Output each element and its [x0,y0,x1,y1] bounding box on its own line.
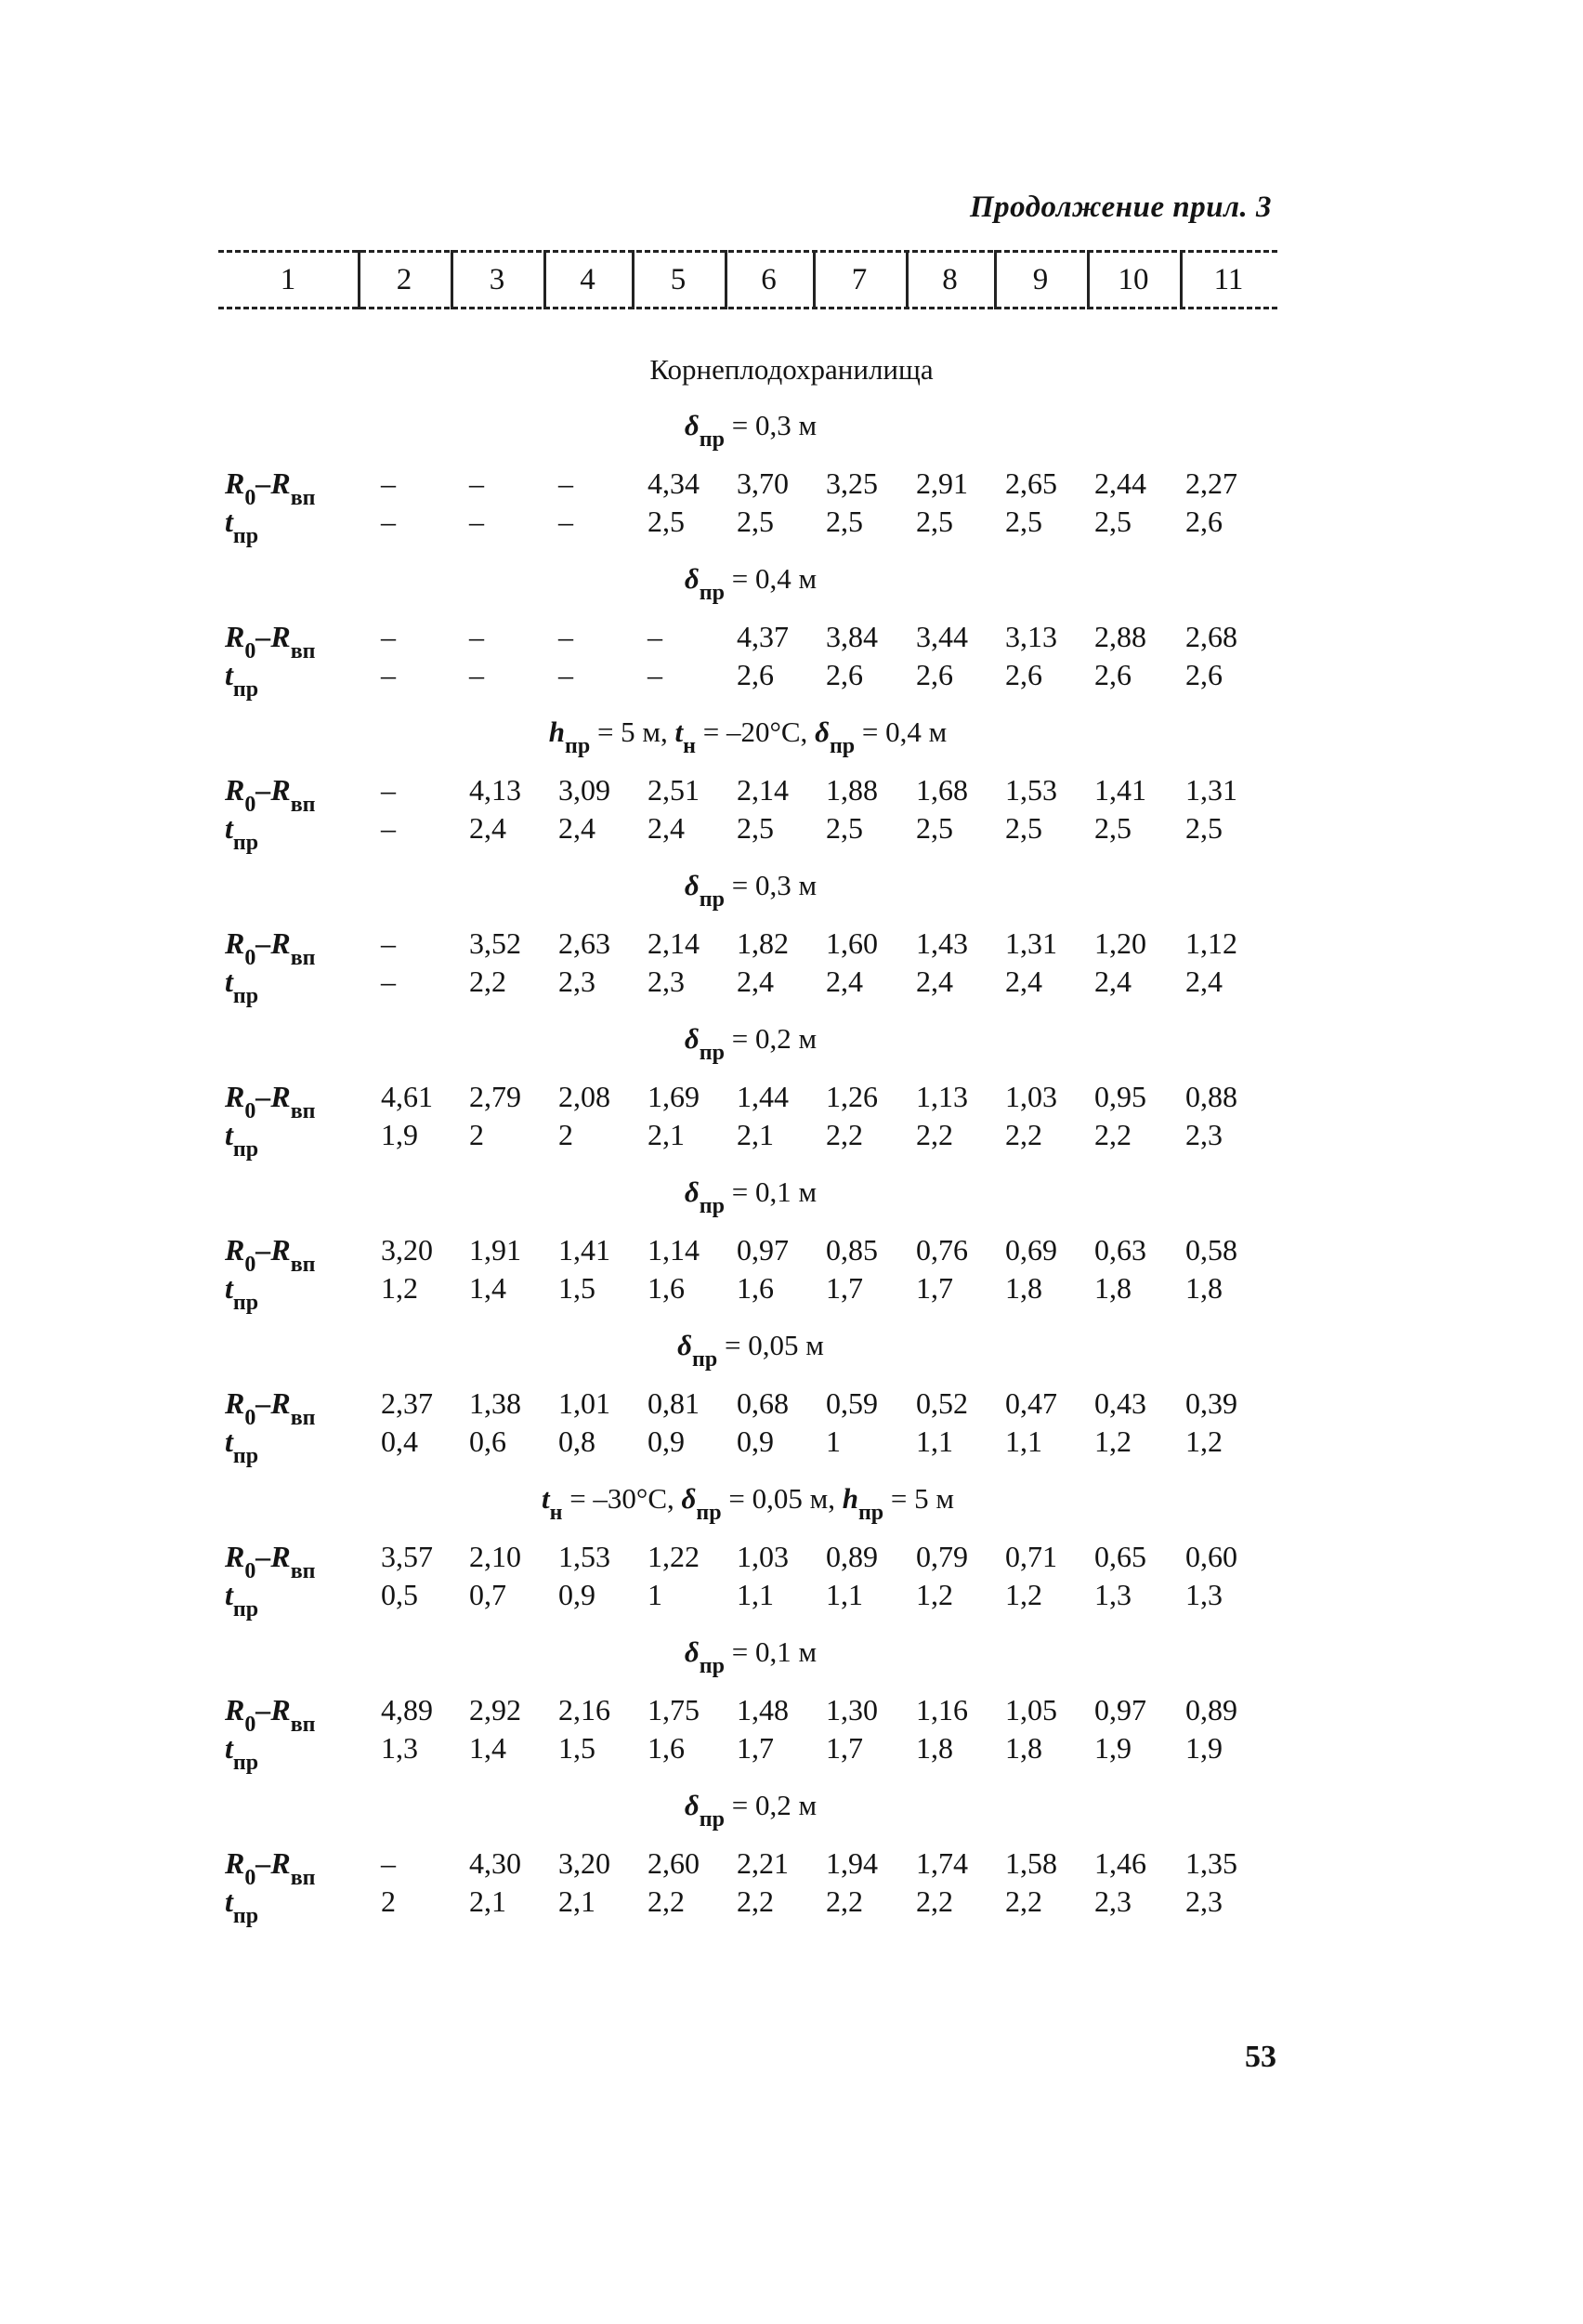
table-cell: 1,3 [1185,1578,1223,1611]
header-bottom-rule [218,307,1277,309]
condition-heading: $\delta_{пр} = 0,1$ м [684,1175,818,1218]
temperature-row [0,505,1583,548]
row-label-r0-rvp: $R_0-R_{вп}$ [225,1080,316,1123]
table-cell: 2 [558,1118,573,1151]
table-cell: 1,7 [916,1271,953,1305]
table-cell: 2,14 [737,773,789,807]
table-cell: 2,4 [1185,965,1223,998]
table-cell: 1,88 [826,773,878,807]
table-cell: 1,82 [737,926,789,960]
table-cell: 2,5 [737,505,774,538]
table-cell: 1,38 [469,1386,521,1420]
table-cell: – [648,620,662,653]
table-cell: 0,58 [1185,1233,1237,1267]
table-cell: 1,6 [648,1271,685,1305]
table-cell: 2,5 [648,505,685,538]
table-cell: 2,3 [558,965,595,998]
table-cell: 4,30 [469,1846,521,1880]
row-label-tpr: $t_{пр}$ [225,1884,259,1928]
temperature-row [0,1118,1583,1162]
table-cell: 0,5 [381,1578,418,1611]
table-cell: 2,6 [1185,505,1223,538]
table-cell: 3,13 [1005,620,1057,653]
table-cell: – [381,505,396,538]
resistance-row [0,1846,1583,1890]
row-label-tpr: $t_{пр}$ [225,1118,259,1162]
table-cell: 1,44 [737,1080,789,1113]
table-cell: 2,2 [1094,1118,1132,1151]
table-cell: 2,10 [469,1540,521,1573]
table-cell: 1,58 [1005,1846,1057,1880]
table-cell: 1,43 [916,926,968,960]
table-cell: 1,6 [648,1731,685,1765]
temperature-row [0,1271,1583,1315]
table-cell: 1,26 [826,1080,878,1113]
table-cell: 2,65 [1005,466,1057,500]
column-number: 2 [396,262,412,296]
table-cell: 2,3 [1185,1884,1223,1918]
table-cell: 2,2 [648,1884,685,1918]
table-cell: 1,31 [1005,926,1057,960]
table-cell: 2,4 [737,965,774,998]
table-cell: 0,71 [1005,1540,1057,1573]
row-label-tpr: $t_{пр}$ [225,658,259,702]
condition-heading: $\delta_{пр} = 0,1$ м [684,1635,818,1678]
resistance-row [0,466,1583,510]
table-cell: 2,16 [558,1693,610,1727]
row-label-r0-rvp: $R_0-R_{вп}$ [225,926,316,970]
temperature-row [0,1731,1583,1775]
table-cell: 1,2 [916,1578,953,1611]
table-cell: 0,63 [1094,1233,1146,1267]
table-cell: 1,2 [1094,1425,1132,1458]
table-cell: 2,5 [737,811,774,845]
resistance-row [0,773,1583,817]
table-cell: 2,4 [1005,965,1042,998]
table-cell: 1,46 [1094,1846,1146,1880]
continuation-note: Продолжение прил. 3 [969,190,1272,224]
table-cell: 0,9 [737,1425,774,1458]
table-cell: 1,22 [648,1540,700,1573]
table-cell: 2 [381,1884,396,1918]
table-cell: 0,39 [1185,1386,1237,1420]
resistance-row [0,620,1583,663]
table-cell: 1,9 [381,1118,418,1151]
table-cell: 4,89 [381,1693,433,1727]
table-cell: 2,5 [1005,811,1042,845]
table-cell: 2,92 [469,1693,521,1727]
table-cell: 1,5 [558,1271,595,1305]
table-cell: 2,08 [558,1080,610,1113]
table-cell: 4,13 [469,773,521,807]
table-cell: 1,1 [1005,1425,1042,1458]
table-cell: 1,12 [1185,926,1237,960]
row-label-r0-rvp: $R_0-R_{вп}$ [225,1693,316,1737]
row-label-tpr: $t_{пр}$ [225,1731,259,1775]
table-cell: 0,52 [916,1386,968,1420]
row-label-tpr: $t_{пр}$ [225,1578,259,1622]
table-cell: – [381,811,396,845]
table-cell: 1,91 [469,1233,521,1267]
table-cell: 3,25 [826,466,878,500]
table-cell: 2,2 [737,1884,774,1918]
column-number: 4 [580,262,595,296]
table-cell: 2,5 [826,505,863,538]
table-cell: 2,4 [469,811,506,845]
table-cell: 2,37 [381,1386,433,1420]
table-cell: – [469,658,484,691]
table-cell: 0,9 [648,1425,685,1458]
table-cell: 2,4 [648,811,685,845]
table-cell: – [381,773,396,807]
table-cell: 2,60 [648,1846,700,1880]
table-cell: 2,4 [916,965,953,998]
table-cell: 2,6 [1005,658,1042,691]
table-cell: 1,16 [916,1693,968,1727]
table-cell: 0,8 [558,1425,595,1458]
condition-heading: $h_{пр} = 5$ м, $t_н = -20^\circ C$, $\delta_{пр} = 0,4$ м [548,716,948,758]
table-cell: 2,3 [648,965,685,998]
table-cell: 3,52 [469,926,521,960]
table-cell: 2,51 [648,773,700,807]
table-cell: 1,9 [1185,1731,1223,1765]
table-cell: 0,65 [1094,1540,1146,1573]
table-cell: 1,4 [469,1731,506,1765]
table-cell: – [381,620,396,653]
table-cell: 3,57 [381,1540,433,1573]
table-cell: 1,3 [1094,1578,1132,1611]
row-label-r0-rvp: $R_0-R_{вп}$ [225,1846,316,1890]
table-cell: 1,14 [648,1233,700,1267]
table-cell: 0,47 [1005,1386,1057,1420]
table-cell: 0,97 [1094,1693,1146,1727]
table-cell: 0,43 [1094,1386,1146,1420]
table-cell: 0,68 [737,1386,789,1420]
row-label-r0-rvp: $R_0-R_{вп}$ [225,620,316,663]
table-cell: 1 [648,1578,662,1611]
table-cell: – [558,620,573,653]
table-cell: 1,05 [1005,1693,1057,1727]
table-cell: 0,60 [1185,1540,1237,1573]
table-cell: 2,5 [1005,505,1042,538]
table-cell: 2,4 [826,965,863,998]
resistance-row [0,1386,1583,1430]
table-cell: 1,69 [648,1080,700,1113]
table-cell: 2,2 [1005,1118,1042,1151]
table-cell: 0,88 [1185,1080,1237,1113]
column-number: 10 [1118,262,1149,296]
table-cell: 0,6 [469,1425,506,1458]
table-cell: – [381,1846,396,1880]
temperature-row [0,1884,1583,1928]
table-cell: 2,3 [1094,1884,1132,1918]
row-label-tpr: $t_{пр}$ [225,505,259,548]
table-cell: 1,2 [1185,1425,1223,1458]
row-label-tpr: $t_{пр}$ [225,965,259,1008]
table-cell: 2,5 [826,811,863,845]
table-cell: 2,2 [826,1884,863,1918]
temperature-row [0,1578,1583,1622]
table-cell: 1,03 [737,1540,789,1573]
table-cell: 3,44 [916,620,968,653]
table-cell: – [381,466,396,500]
row-label-tpr: $t_{пр}$ [225,1425,259,1468]
table-cell: 1,1 [737,1578,774,1611]
resistance-row [0,1080,1583,1123]
table-cell: 0,79 [916,1540,968,1573]
row-label-r0-rvp: $R_0-R_{вп}$ [225,466,316,510]
temperature-row [0,965,1583,1008]
table-cell: 4,34 [648,466,700,500]
table-cell: 2,6 [1185,658,1223,691]
table-cell: 1,03 [1005,1080,1057,1113]
table-cell: 1,13 [916,1080,968,1113]
table-cell: 1,94 [826,1846,878,1880]
temperature-row [0,1425,1583,1468]
table-cell: – [469,466,484,500]
table-cell: 0,89 [826,1540,878,1573]
table-cell: 1,3 [381,1731,418,1765]
table-cell: 3,20 [558,1846,610,1880]
column-number: 9 [1032,262,1049,296]
column-number: 5 [670,262,687,296]
table-cell: – [381,926,396,960]
column-number: 11 [1213,262,1244,296]
table-cell: – [558,658,573,691]
resistance-row [0,1540,1583,1583]
table-cell: 2,44 [1094,466,1146,500]
table-cell: 2,1 [737,1118,774,1151]
table-cell: 2,5 [1094,811,1132,845]
table-cell: 2,2 [1005,1884,1042,1918]
condition-heading: $\delta_{пр} = 0,3$ м [684,409,818,452]
column-number: 1 [280,262,296,296]
table-cell: 1,53 [558,1540,610,1573]
table-cell: 1,31 [1185,773,1237,807]
table-cell: 2,1 [558,1884,595,1918]
table-cell: 3,84 [826,620,878,653]
table-cell: 1,8 [1005,1731,1042,1765]
table-cell: – [558,466,573,500]
condition-heading: $\delta_{пр} = 0,05$ м [677,1329,824,1372]
table-cell: 1,74 [916,1846,968,1880]
table-cell: 1,01 [558,1386,610,1420]
table-cell: 0,76 [916,1233,968,1267]
column-number: 6 [761,262,777,296]
condition-heading: $\delta_{пр} = 0,2$ м [684,1022,818,1065]
table-cell: 2,2 [916,1118,953,1151]
condition-heading: $\delta_{пр} = 0,3$ м [684,869,818,912]
table-cell: 2,6 [826,658,863,691]
table-cell: 1,4 [469,1271,506,1305]
table-cell: 1,7 [826,1731,863,1765]
table-cell: – [469,505,484,538]
table-cell: 1,1 [826,1578,863,1611]
page-number: 53 [1245,2040,1276,2074]
table-cell: – [381,965,396,998]
table-cell: 2,88 [1094,620,1146,653]
row-label-r0-rvp: $R_0-R_{вп}$ [225,1386,316,1430]
table-cell: 3,20 [381,1233,433,1267]
table-cell: 2,6 [1094,658,1132,691]
table-cell: – [381,658,396,691]
table-cell: 1,60 [826,926,878,960]
table-cell: 1,75 [648,1693,700,1727]
table-cell: 2,2 [916,1884,953,1918]
table-cell: 2,79 [469,1080,521,1113]
table-cell: 1,35 [1185,1846,1237,1880]
table-cell: 2,5 [916,505,953,538]
table-cell: 2,63 [558,926,610,960]
table-cell: 0,81 [648,1386,700,1420]
table-cell: 2,1 [648,1118,685,1151]
table-cell: 0,59 [826,1386,878,1420]
row-label-r0-rvp: $R_0-R_{вп}$ [225,1540,316,1583]
row-label-tpr: $t_{пр}$ [225,1271,259,1315]
table-cell: 1,41 [558,1233,610,1267]
resistance-row [0,926,1583,970]
table-cell: 2,5 [1094,505,1132,538]
condition-heading: $\delta_{пр} = 0,4$ м [684,562,818,605]
table-cell: 1,20 [1094,926,1146,960]
table-cell: 1,2 [1005,1578,1042,1611]
table-cell: 3,09 [558,773,610,807]
table-cell: 2,2 [469,965,506,998]
table-cell: 2,6 [916,658,953,691]
table-cell: 2,2 [826,1118,863,1151]
resistance-row [0,1693,1583,1737]
table-cell: 0,85 [826,1233,878,1267]
table-cell: 1,53 [1005,773,1057,807]
row-label-r0-rvp: $R_0-R_{вп}$ [225,773,316,817]
table-cell: 4,61 [381,1080,433,1113]
table-cell: 2,68 [1185,620,1237,653]
section-title: Корнеплодохранилища [649,353,934,386]
table-cell: 1,2 [381,1271,418,1305]
column-number: 8 [942,262,958,296]
table-cell: – [648,658,662,691]
column-number: 7 [851,262,868,296]
table-cell: 1,1 [916,1425,953,1458]
temperature-row [0,658,1583,702]
table-cell: 0,4 [381,1425,418,1458]
table-cell: 4,37 [737,620,789,653]
resistance-row [0,1233,1583,1277]
table-cell: 1,41 [1094,773,1146,807]
table-cell: 0,95 [1094,1080,1146,1113]
column-number: 3 [489,262,505,296]
table-cell: 2,6 [737,658,774,691]
table-cell: 2,21 [737,1846,789,1880]
table-cell: 1,9 [1094,1731,1132,1765]
column-header-row [218,246,1277,313]
condition-heading: $t_н = -30^\circ C$, $\delta_{пр} = 0,05$ м, $h_{пр} = 5$ м [542,1482,954,1525]
table-cell: 1,8 [1185,1271,1223,1305]
table-cell: 2,5 [1185,811,1223,845]
table-cell: 1,48 [737,1693,789,1727]
table-cell: 1,68 [916,773,968,807]
table-cell: 0,69 [1005,1233,1057,1267]
table-cell: 1,8 [1094,1271,1132,1305]
row-label-tpr: $t_{пр}$ [225,811,259,855]
table-cell: – [558,505,573,538]
table-cell: 0,9 [558,1578,595,1611]
table-cell: 2,4 [558,811,595,845]
table-cell: 1,7 [826,1271,863,1305]
table-cell: 0,97 [737,1233,789,1267]
table-cell: 2,5 [916,811,953,845]
table-cell: 1,5 [558,1731,595,1765]
table-cell: 2,27 [1185,466,1237,500]
table-cell: 1,7 [737,1731,774,1765]
table-cell: 1,8 [1005,1271,1042,1305]
table-cell: 0,7 [469,1578,506,1611]
header-top-rule [218,250,1277,253]
table-cell: 1,8 [916,1731,953,1765]
table-cell: 2,91 [916,466,968,500]
table-cell: 1 [826,1425,841,1458]
table-cell: 3,70 [737,466,789,500]
row-label-r0-rvp: $R_0-R_{вп}$ [225,1233,316,1277]
table-cell: 2 [469,1118,484,1151]
condition-heading: $\delta_{пр} = 0,2$ м [684,1789,818,1832]
table-cell: 1,30 [826,1693,878,1727]
table-cell: 1,6 [737,1271,774,1305]
table-cell: 0,89 [1185,1693,1237,1727]
temperature-row [0,811,1583,855]
table-cell: 2,4 [1094,965,1132,998]
table-cell: 2,1 [469,1884,506,1918]
table-cell: – [469,620,484,653]
table-cell: 2,3 [1185,1118,1223,1151]
table-cell: 2,14 [648,926,700,960]
